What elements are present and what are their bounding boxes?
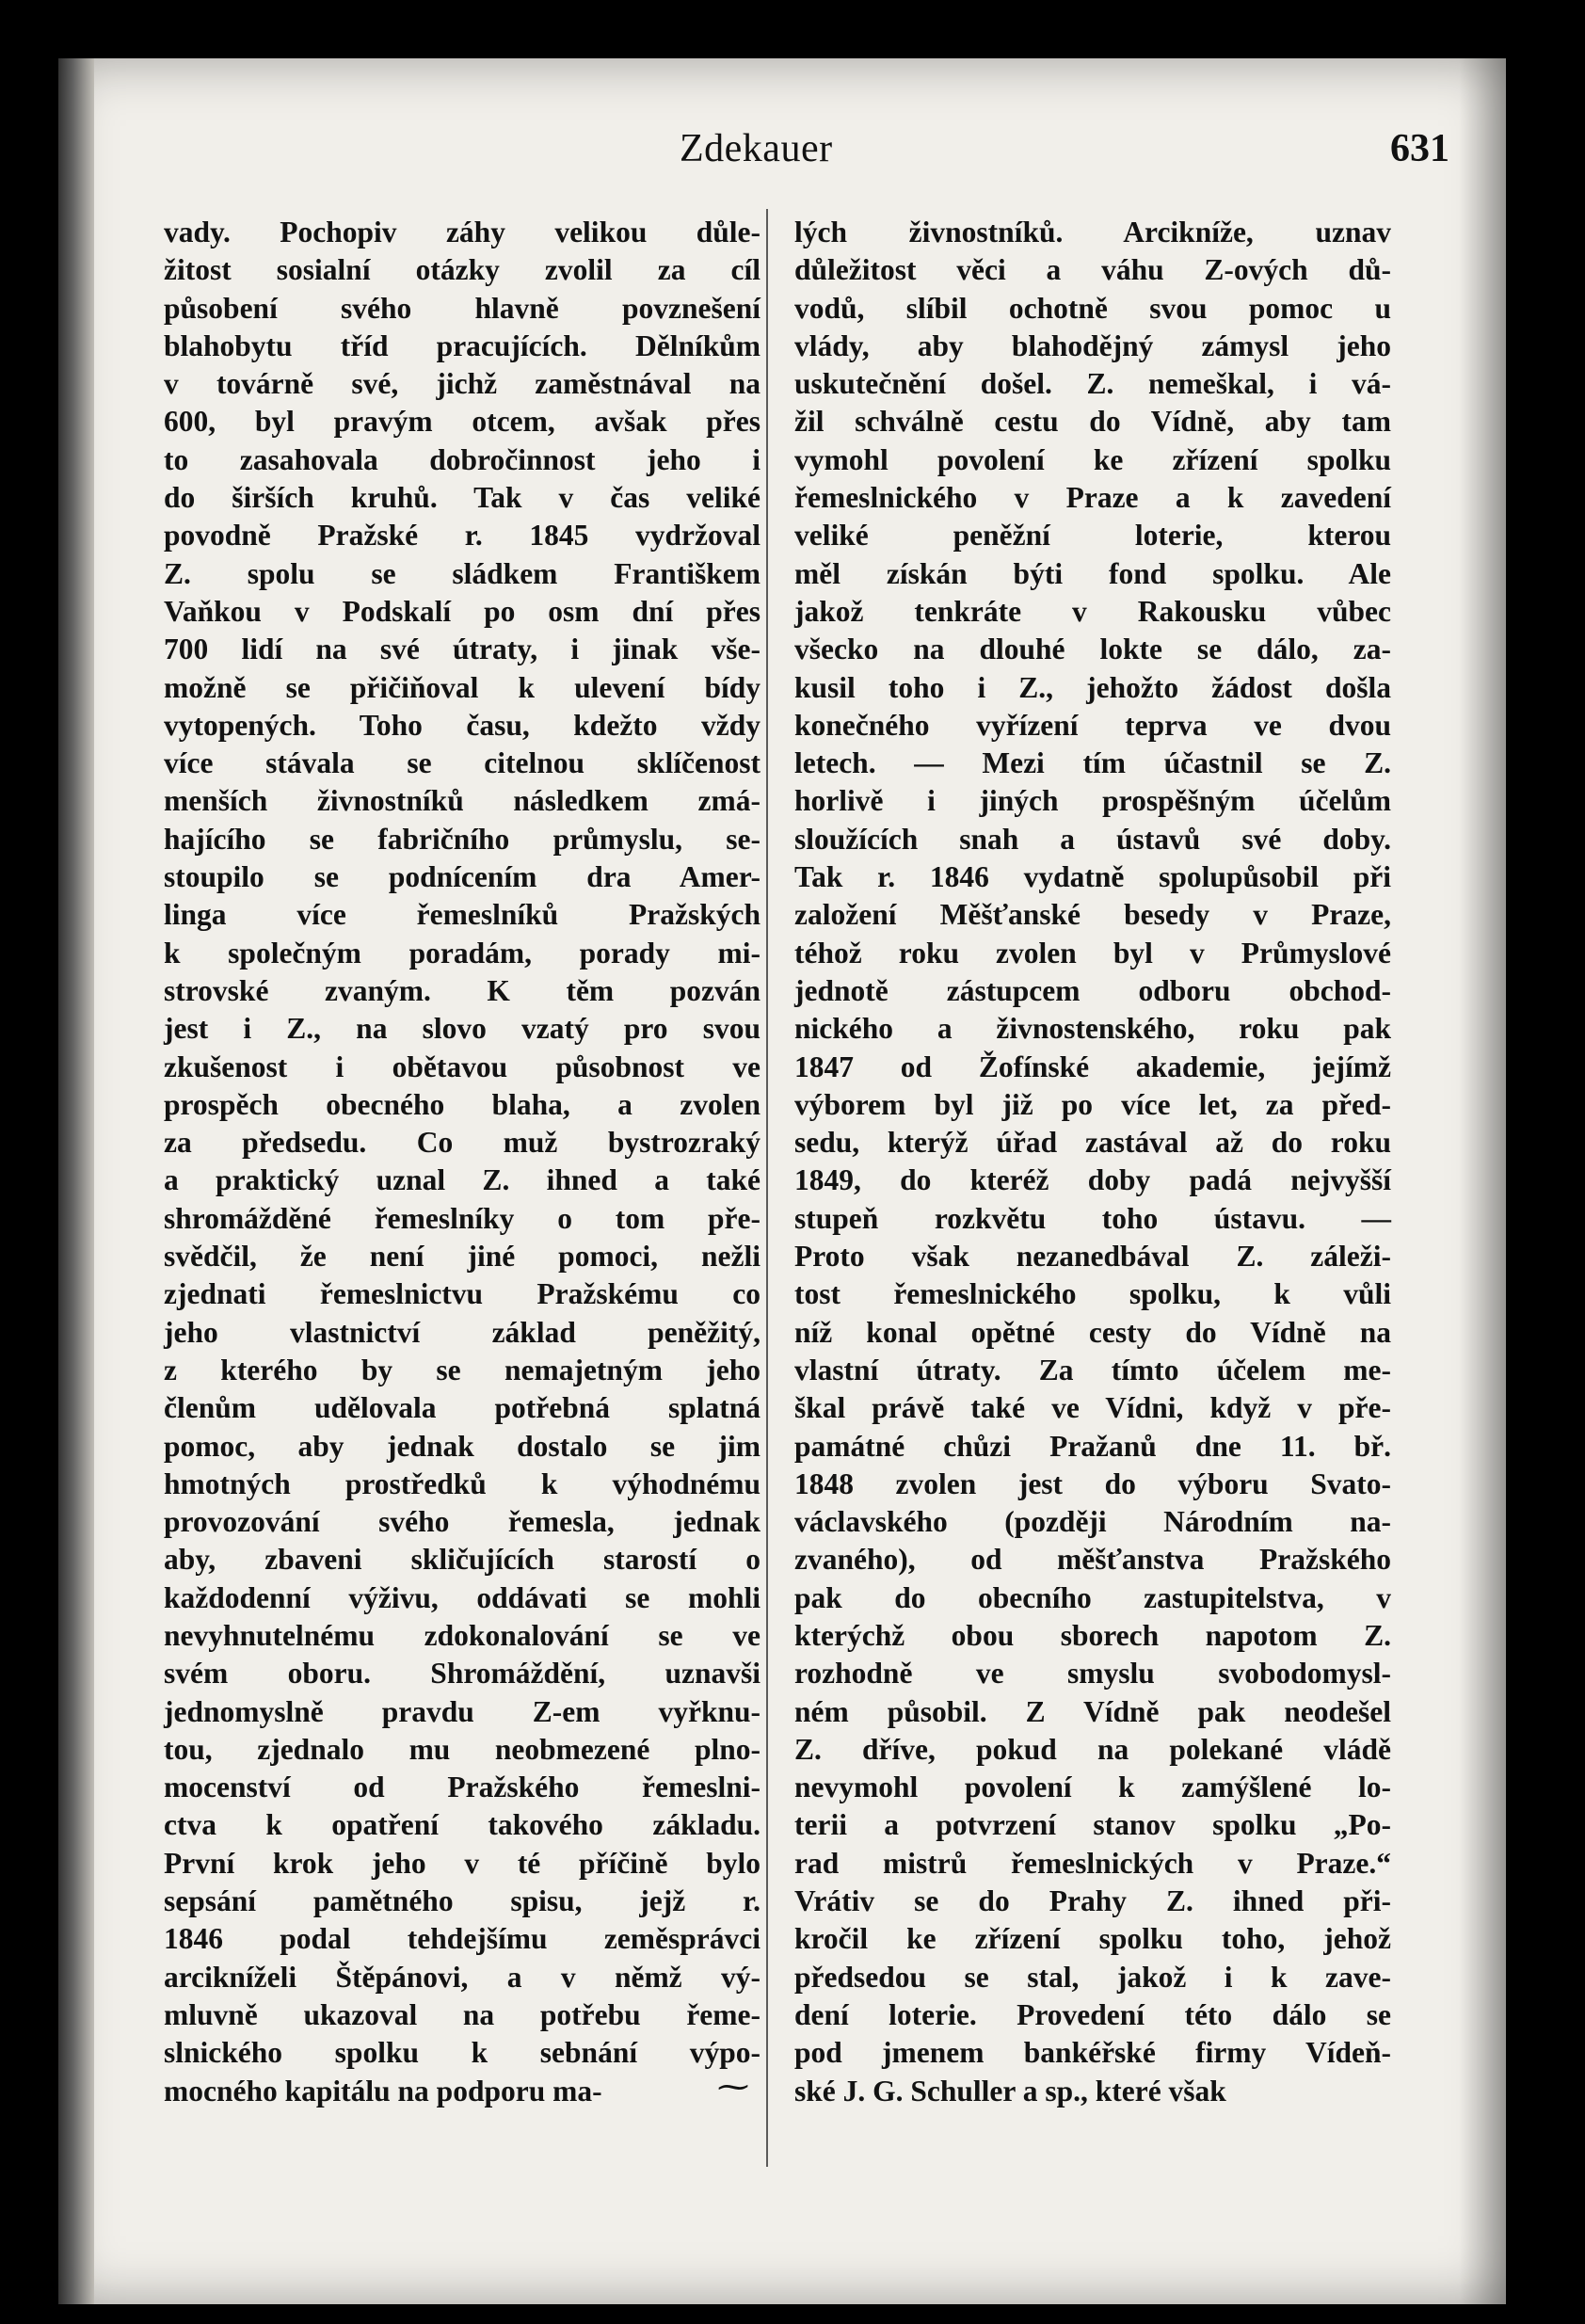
text-line: žitost sosialní otázky zvolil za cíl — [164, 253, 760, 287]
text-line: ské J. G. Schuller a sp., které však — [794, 2074, 1226, 2108]
text-line: kusil toho i Z., jehožto žádost došla — [794, 670, 1391, 704]
text-line: žil schválně cestu do Vídně, aby tam — [794, 405, 1391, 439]
text-line: více stávala se citelnou sklíčenost — [164, 746, 760, 780]
text-line: každodenní výživu, oddávati se mohli — [164, 1580, 760, 1614]
text-line: 1849, do kteréž doby padá nejvyšší — [794, 1163, 1391, 1197]
text-line: První krok jeho v té příčině bylo — [164, 1846, 760, 1880]
text-line: terii a potvrzení stanov spolku „Po- — [794, 1808, 1391, 1842]
text-line: Tak r. 1846 vydatně spolupůsobil při — [794, 860, 1391, 894]
text-line: mocného kapitálu na podporu ma- — [164, 2074, 602, 2108]
text-line: linga více řemeslníků Pražských — [164, 898, 760, 932]
text-line: nického a živnostenského, roku pak — [794, 1012, 1391, 1046]
text-line: vodů, slíbil ochotně svou pomoc u — [794, 291, 1391, 325]
text-line: pod jmenem bankéřské firmy Vídeň- — [794, 2036, 1391, 2070]
text-line: Vaňkou v Podskalí po osm dní přes — [164, 594, 760, 628]
text-line: ném působil. Z Vídně pak neodešel — [794, 1694, 1391, 1728]
text-line: výborem byl již po více let, za před- — [794, 1087, 1391, 1121]
text-line: památné chůzi Pražanů dne 11. bř. — [794, 1429, 1391, 1463]
text-line: z kterého by se nemajetným jeho — [164, 1353, 760, 1386]
text-line: Vrátiv se do Prahy Z. ihned při- — [794, 1884, 1391, 1918]
text-line: za předsedu. Co muž bystrozraký — [164, 1126, 760, 1160]
left-text-column — [164, 214, 760, 2110]
column-divider — [766, 209, 768, 2167]
text-line: stupeň rozkvětu toho ústavu. — — [794, 1201, 1391, 1235]
text-line: 1847 od Žofínské akademie, jejímž — [794, 1050, 1391, 1083]
text-line: svém oboru. Shromáždění, uznavši — [164, 1657, 760, 1691]
text-line: mocenství od Pražského řemeslni- — [164, 1771, 760, 1804]
text-line: zvaného), od měšťanstva Pražského — [794, 1543, 1391, 1577]
text-line: a praktický uznal Z. ihned a také — [164, 1163, 760, 1197]
stray-ink-mark: ⁓ — [717, 2070, 749, 2105]
text-line: nevyhnutelnému zdokonalování se ve — [164, 1618, 760, 1652]
text-line: měl získán býti fond spolku. Ale — [794, 556, 1391, 590]
running-head — [58, 126, 1506, 183]
text-line: tost řemeslnického spolku, k vůli — [794, 1277, 1391, 1311]
text-line: téhož roku zvolen byl v Průmyslové — [794, 936, 1391, 970]
text-line: prospěch obecného blaha, a zvolen — [164, 1087, 760, 1121]
text-line: stoupilo se podnícením dra Amer- — [164, 860, 760, 894]
text-line: všecko na dlouhé lokte se dálo, za- — [794, 633, 1391, 666]
text-line: škal právě také ve Vídni, když v pře- — [794, 1391, 1391, 1425]
text-line: sloužících snah a ústavů své doby. — [794, 822, 1391, 856]
text-line: důležitost věci a váhu Z-ových dů- — [794, 253, 1391, 287]
text-line: hajícího se fabričního průmyslu, se- — [164, 822, 760, 856]
text-line: Z. spolu se sládkem Františkem — [164, 556, 760, 590]
text-line: lých živnostníků. Arcikníže, uznav — [794, 216, 1391, 248]
text-line: vlády, aby blahodějný zámysl jeho — [794, 329, 1391, 362]
text-line: jakož tenkráte v Rakousku vůbec — [794, 594, 1391, 628]
text-line: mluvně ukazoval na potřebu řeme- — [164, 1997, 760, 2031]
text-line: vady. Pochopiv záhy velikou důle- — [164, 216, 760, 248]
text-line: sedu, kterýž úřad zastával až do roku — [794, 1126, 1391, 1160]
text-line: letech. — Mezi tím účastnil se Z. — [794, 746, 1391, 780]
text-line: vymohl povolení ke zřízení spolku — [794, 442, 1391, 476]
text-line: 1846 podal tehdejšímu zeměsprávci — [164, 1922, 760, 1956]
text-line: horlivě i jiných prospěšným účelům — [794, 784, 1391, 818]
text-line: shromážděné řemeslníky o tom pře- — [164, 1201, 760, 1235]
text-line: řemeslnického v Praze a k zavedení — [794, 481, 1391, 515]
scanned-page — [58, 58, 1506, 2304]
text-line: působení svého hlavně povznešení — [164, 291, 760, 325]
head-title: Zdekauer — [680, 127, 833, 170]
text-line: konečného vyřízení teprva ve dvou — [794, 708, 1391, 742]
text-line: slnického spolku k sebnání výpo- — [164, 2036, 760, 2070]
text-line: arcikníželi Štěpánovi, a v němž vý- — [164, 1960, 760, 1994]
text-line: členům udělovala potřebná splatná — [164, 1391, 760, 1425]
page-number: 631 — [1390, 127, 1449, 170]
text-line: hmotných prostředků k výhodnému — [164, 1467, 760, 1500]
text-line: blahobytu tříd pracujících. Dělníkům — [164, 329, 760, 362]
text-line: povodně Pražské r. 1845 vydržoval — [164, 519, 760, 553]
text-line: níž konal opětné cesty do Vídně na — [794, 1315, 1391, 1349]
text-line: menších živnostníků následkem zmá- — [164, 784, 760, 818]
text-line: Proto však nezanedbával Z. záleži- — [794, 1240, 1391, 1274]
text-line: rad mistrů řemeslnických v Praze.“ — [794, 1846, 1391, 1880]
text-line: svědčil, že není jiné pomoci, nežli — [164, 1240, 760, 1274]
text-line: Z. dříve, pokud na polekané vládě — [794, 1732, 1391, 1766]
text-line: zkušenost i obětavou působnost ve — [164, 1050, 760, 1083]
text-line: kterýchž obou sborech napotom Z. — [794, 1618, 1391, 1652]
text-line: vytopených. Toho času, kdežto vždy — [164, 708, 760, 742]
scan-edge-shadow — [1459, 58, 1506, 2304]
text-line: 600, byl pravým otcem, avšak přes — [164, 405, 760, 439]
text-line: ctva k opatření takového základu. — [164, 1808, 760, 1842]
text-line: nevymohl povolení k zamýšlené lo- — [794, 1771, 1391, 1804]
text-line: to zasahovala dobročinnost jeho i — [164, 442, 760, 476]
text-line: tou, zjednalo mu neobmezené plno- — [164, 1732, 760, 1766]
text-line: rozhodně ve smyslu svobodomysl- — [794, 1657, 1391, 1691]
text-line: jest i Z., na slovo vzatý pro svou — [164, 1012, 760, 1046]
text-line: k společným poradám, porady mi- — [164, 936, 760, 970]
text-line: do širších kruhů. Tak v čas veliké — [164, 481, 760, 515]
text-line: sepsání pamětného spisu, jejž r. — [164, 1884, 760, 1918]
text-line: strovské zvaným. K těm pozván — [164, 973, 760, 1007]
text-line: jeho vlastnictví základ peněžitý, — [164, 1315, 760, 1349]
text-line: zjednati řemeslnictvu Pražskému co — [164, 1277, 760, 1311]
text-line: možně se přičiňoval k ulevení bídy — [164, 670, 760, 704]
text-line: dení loterie. Provedení této dálo se — [794, 1997, 1391, 2031]
text-line: veliké peněžní loterie, kterou — [794, 519, 1391, 553]
text-line: provozování svého řemesla, jednak — [164, 1505, 760, 1539]
text-line: v továrně své, jichž zaměstnával na — [164, 367, 760, 401]
text-line: předsedou se stal, jakož i k zave- — [794, 1960, 1391, 1994]
text-line: václavského (později Národním na- — [794, 1505, 1391, 1539]
text-line: pak do obecního zastupitelstva, v — [794, 1580, 1391, 1614]
text-line: jednomyslně pravdu Z-em vyřknu- — [164, 1694, 760, 1728]
text-line: pomoc, aby jednak dostalo se jim — [164, 1429, 760, 1463]
right-text-column — [794, 214, 1391, 2110]
book-binding-shadow — [58, 58, 94, 2304]
text-line: uskutečnění došel. Z. nemeškal, i vá- — [794, 367, 1391, 401]
text-line: 1848 zvolen jest do výboru Svato- — [794, 1467, 1391, 1500]
text-line: kročil ke zřízení spolku toho, jehož — [794, 1922, 1391, 1956]
text-line: jednotě zástupcem odboru obchod- — [794, 973, 1391, 1007]
text-line: vlastní útraty. Za tímto účelem me- — [794, 1353, 1391, 1386]
text-line: 700 lidí na své útraty, i jinak vše- — [164, 633, 760, 666]
text-line: aby, zbaveni skličujících starostí o — [164, 1543, 760, 1577]
text-line: založení Měšťanské besedy v Praze, — [794, 898, 1391, 932]
